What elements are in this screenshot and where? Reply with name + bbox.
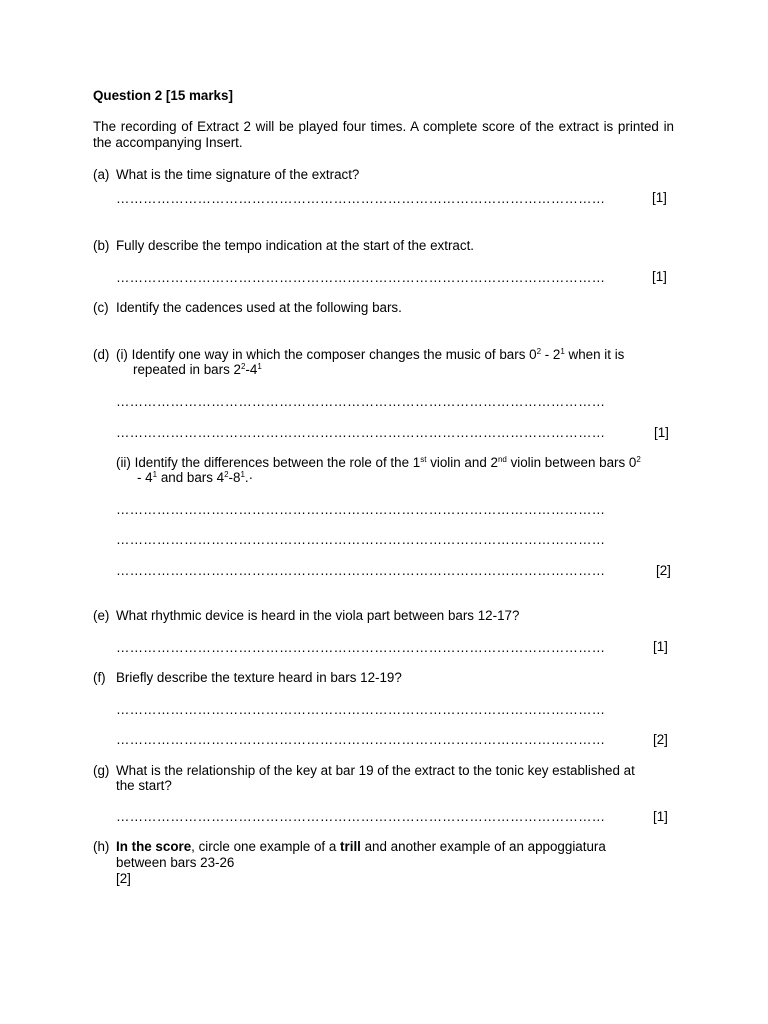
part-d-ii-text: and bars 4 [157,470,225,485]
part-h-question [116,839,606,854]
part-e-question: What rhythmic device is heard in the viola part between bars 12-17? [116,608,520,623]
part-e-marks: [1] [653,639,668,654]
part-d-i-label: (i) [116,347,128,362]
part-d-i-answer-line-2[interactable]: ……………………………………………………………………………………………… [116,425,606,440]
part-d-i-text: -4 [245,362,258,377]
part-g-question-line2: the start? [116,778,172,793]
part-c-question: Identify the cadences used at the following bars. [116,300,402,315]
part-d-i-question [116,347,624,362]
part-h-emphasis: trill [340,839,361,854]
sup: 2 [536,347,542,356]
sup: 2 [636,455,641,464]
part-a-label: (a) [93,167,110,182]
part-g-label: (g) [93,763,110,778]
part-b-label: (b) [93,238,110,253]
part-d-ii-text: violin between bars 0 [506,455,637,470]
part-d-i-text: when it is [564,347,625,362]
part-d-i-marks: [1] [654,425,669,440]
part-d-ii-text: .· [244,470,254,485]
part-d-ii-label: (ii) [116,455,131,470]
part-d-i-text: - 2 [541,347,561,362]
part-b-question: Fully describe the tempo indication at the start of the extract. [116,238,475,253]
sup: 1 [560,347,565,356]
part-d-ii-text: Identify the differences between the role of the 1 [134,455,421,470]
part-d-ii-text: -8 [228,470,241,485]
part-b-answer-line[interactable]: ……………………………………………………………………………………………… [116,270,606,285]
question-title: Question 2 [15 marks] [93,88,233,103]
sup: st [420,455,427,464]
sup: 2 [240,362,246,371]
part-d-ii-answer-line-1[interactable]: ……………………………………………………………………………………………… [116,502,606,517]
part-a-question: What is the time signature of the extract? [116,167,360,182]
part-d-i-answer-line-1[interactable]: ……………………………………………………………………………………………… [116,394,606,409]
part-h-question-line2: between bars 23-26 [116,855,235,870]
question-intro: The recording of Extract 2 will be played four times. A complete score of the extract is printed in the accompanying Insert. [93,119,674,150]
part-d-ii-answer-line-2[interactable]: ……………………………………………………………………………………………… [116,532,606,547]
part-h-marks: [2] [116,871,131,886]
part-d-ii-text: violin and 2 [426,455,498,470]
part-d-ii-marks: [2] [656,563,671,578]
part-g-marks: [1] [653,809,668,824]
part-d-i-text: repeated in bars 2 [133,362,241,377]
part-d-label: (d) [93,347,110,362]
part-f-answer-line-2[interactable]: ……………………………………………………………………………………………… [116,732,606,747]
part-d-i-text: Identify one way in which the composer changes the music of bars 0 [131,347,537,362]
part-a-answer-line[interactable]: ……………………………………………………………………………………………… [116,191,606,206]
part-d-ii-text: - 4 [137,470,153,485]
part-d-ii-question-line2 [137,470,253,485]
part-f-answer-line-1[interactable]: ……………………………………………………………………………………………… [116,702,606,717]
part-e-answer-line[interactable]: ……………………………………………………………………………………………… [116,640,606,655]
part-c-label: (c) [93,300,109,315]
sup: 2 [224,470,229,479]
part-f-marks: [2] [653,732,668,747]
part-d-ii-question [116,455,641,470]
part-e-label: (e) [93,608,110,623]
part-a-marks: [1] [652,190,667,205]
part-d-i-question-line2 [133,362,262,377]
sup: nd [497,455,507,464]
part-f-question: Briefly describe the texture heard in bars 12-19? [116,670,402,685]
sup: 1 [152,470,158,479]
sup: 1 [240,470,245,479]
part-h-text: and another example of an appoggiatura [360,839,606,854]
part-h-emphasis: In the score [116,839,192,854]
part-h-text: , circle one example of a [191,839,341,854]
part-f-label: (f) [93,670,106,685]
part-d-ii-answer-line-3[interactable]: ……………………………………………………………………………………………… [116,563,606,578]
part-h-label: (h) [93,839,110,854]
sup: 1 [257,362,262,371]
part-g-answer-line[interactable]: ……………………………………………………………………………………………… [116,809,606,824]
part-b-marks: [1] [652,269,667,284]
part-g-question: What is the relationship of the key at bar 19 of the extract to the tonic key established at [116,763,635,778]
